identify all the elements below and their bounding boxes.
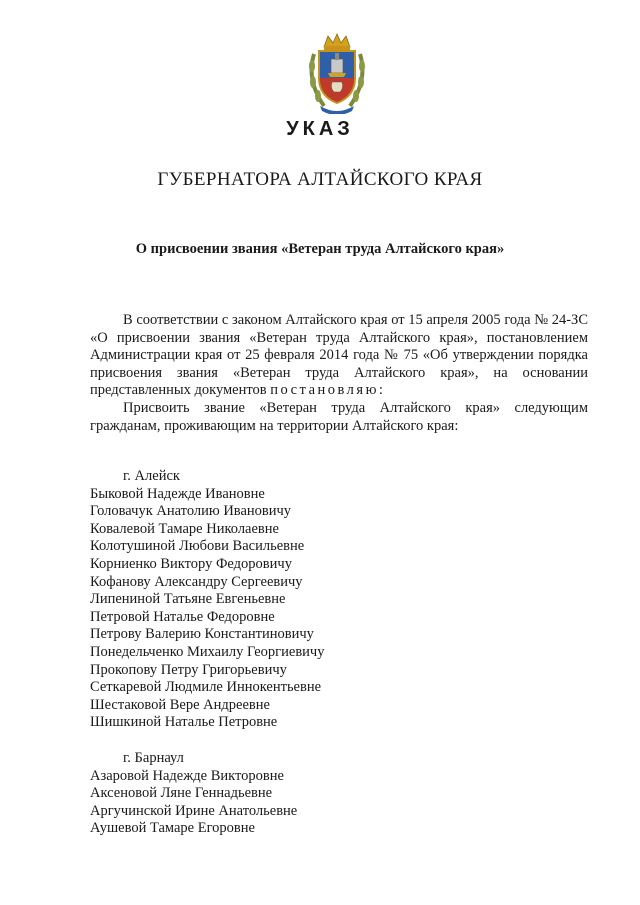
resolution-keyword: постановляю (270, 382, 379, 399)
issuer-heading: ГУБЕРНАТОРА АЛТАЙСКОГО КРАЯ (157, 169, 483, 190)
preamble-punctuation: : (378, 382, 383, 399)
list-item: Азаровой Надежде Викторовне (90, 767, 284, 784)
preamble-paragraph-1 (90, 312, 588, 400)
list-item: Быковой Надежде Ивановне (90, 485, 265, 502)
preamble-text: В соответствии с законом Алтайского края от 15 апреля 2005 года № 24-ЗС «О присвоении звания «Ветеран труда Алтайского края», постановлением Администрации края от 25 февраля 2014 года № 75 «Об утверждении порядка присвоения звания «Ветеран труда Алтайского края», на основании представленных документов (90, 312, 588, 399)
city-heading: г. Алейск (123, 468, 180, 484)
list-item: Аушевой Тамаре Егоровне (90, 820, 255, 837)
coat-of-arms-emblem (304, 32, 370, 114)
list-item: Аксеновой Ляне Геннадьевне (90, 785, 273, 802)
list-item: Ковалевой Тамаре Николаевне (90, 520, 279, 537)
list-item: Кофанову Александру Сергеевичу (90, 573, 303, 590)
list-item: Аргучинской Ирине Анатольевне (90, 802, 298, 819)
list-item: Корниенко Виктору Федоровичу (90, 555, 292, 572)
list-item: Сеткаревой Людмиле Иннокентьевне (90, 679, 322, 696)
list-item: Головачук Анатолию Ивановичу (90, 503, 292, 520)
document-type-heading: УКАЗ (286, 118, 354, 140)
list-item: Прокопову Петру Григорьевичу (90, 661, 287, 678)
city-group-aleysk (90, 468, 570, 732)
list-item: Колотушиной Любови Васильевне (90, 538, 305, 555)
city-group-barnaul (90, 750, 570, 838)
list-item: Липениной Татьяне Евгеньевне (90, 591, 286, 608)
list-item: Шестаковой Вере Андреевне (90, 696, 270, 713)
list-item: Петрову Валерию Константиновичу (90, 626, 314, 643)
preamble-paragraph-2: Присвоить звание «Ветеран труда Алтайского края» следующим гражданам, проживающим на территории Алтайского края: (90, 399, 588, 434)
decree-title: О присвоении звания «Ветеран труда Алтайского края» (135, 241, 505, 257)
decree-preamble (90, 312, 588, 435)
list-item: Понедельченко Михаилу Георгиевичу (90, 643, 325, 660)
list-item: Петровой Наталье Федоровне (90, 608, 275, 625)
city-heading: г. Барнаул (123, 750, 184, 766)
list-item: Шишкиной Наталье Петровне (90, 714, 278, 731)
